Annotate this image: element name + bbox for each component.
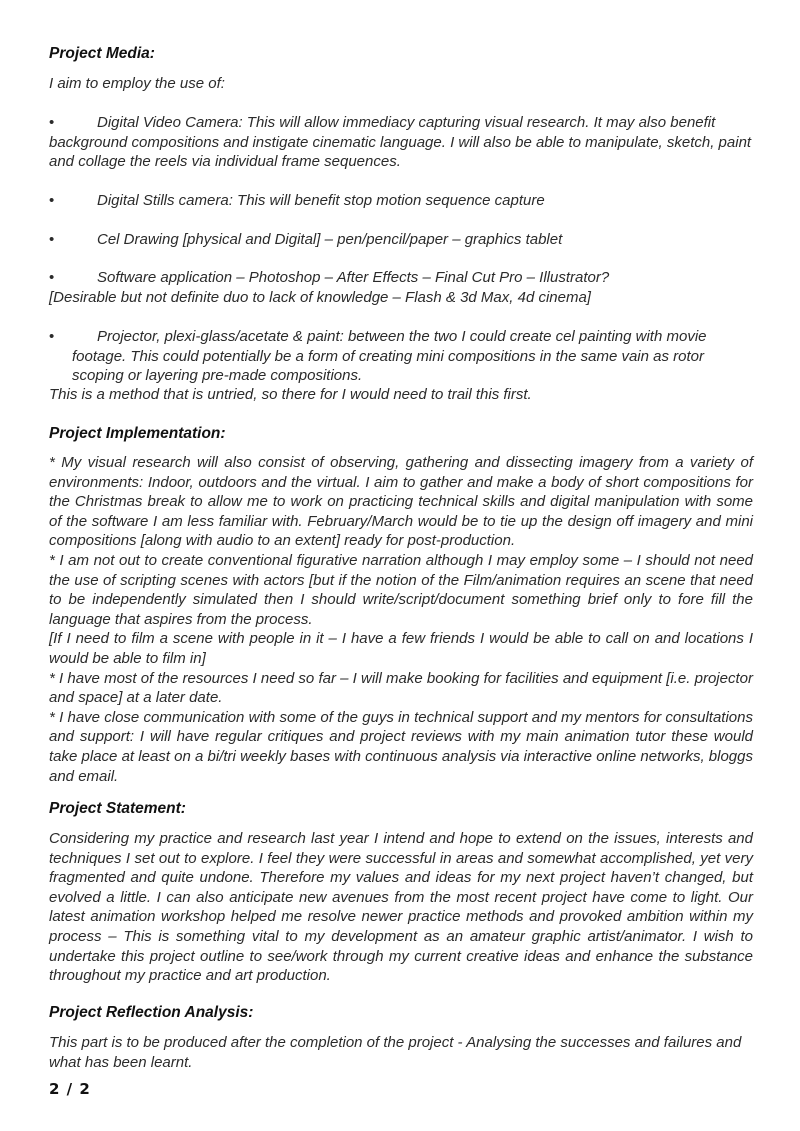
project-reflection-body: This part is to be produced after the completion of the project - Analysing the successes and failures and what has been learnt. <box>49 1034 742 1071</box>
project-statement-body: Considering my practice and research last year I intend and hope to extend on the issues, interests and techniques I set out to explore. I feel they were successful in areas and somewhat accomplished, yet very fragmented and quite undone. Therefore my values and ideas for my next project haven’t changed, but evolved a little. I can also anticipate new avenues from the most recent project have come to light. Our latest animation workshop helped me resolve newer practice methods and provoked ambition within my process – This is something vital to my development as an amateur graphic artist/animator. I wish to undertake this project outline to see/work through my current creative ideas and enhance the substance throughout my practice and art production. <box>49 830 753 985</box>
section-heading-project-statement: Project Statement: <box>49 800 186 817</box>
bullet-first-line: Digital Stills camera: This will benefit stop motion sequence capture <box>97 192 545 209</box>
implementation-paragraph: * I have close communication with some of the guys in technical support and my mentors for consultations and support: I will have regular critiques and project reviews with my main animation tutor these would take place at least on a bi/tri weekly bases with continuous analysis via interactive online networks, bloggs and email. <box>49 708 753 785</box>
project-implementation-body <box>49 453 753 786</box>
bullet-first-line: Cel Drawing [physical and Digital] – pen/pencil/paper – graphics tablet <box>97 231 563 248</box>
bullet-marker: • <box>49 269 55 286</box>
implementation-paragraph: * I have most of the resources I need so far – I will make booking for facilities and equipment [i.e. projector and space] at a later date. <box>49 669 753 707</box>
bullet-first-line: Digital Video Camera: This will allow immediacy capturing visual research. It may also benefit <box>97 114 716 131</box>
implementation-paragraph: [If I need to film a scene with people in it – I have a few friends I would be able to call on and locations I would be able to film in] <box>49 630 753 667</box>
implementation-paragraph: * My visual research will also consist of observing, gathering and dissecting imagery from a variety of environments: Indoor, outdoors and the virtual. I aim to gather and make a body of short compositions for the Christmas break to allow me to work on practicing technical skills and digital manipulation with some of the software I am less familiar with. February/March would be to tie up the design off imagery and mini compositions [along with audio to an extent] ready for post-production. <box>49 454 753 550</box>
bullet-continuation: [Desirable but not definite duo to lack of knowledge – Flash & 3d Max, 4d cinema] <box>49 288 591 306</box>
section-heading-project-implementation: Project Implementation: <box>49 425 226 442</box>
bullet-item <box>49 113 753 172</box>
project-media-intro: I aim to employ the use of: <box>49 75 225 92</box>
bullet-first-line: Software application – Photoshop – After Effects – Final Cut Pro – Illustrator? <box>97 269 610 286</box>
section-heading-project-media: Project Media: <box>49 45 155 62</box>
bullet-marker: • <box>49 328 55 345</box>
bullet-marker: • <box>49 192 55 209</box>
bullet-item <box>49 327 753 386</box>
bullet-continuation: background compositions and instigate cinematic language. I will also be able to manipulate, sketch, paint and collage the reels via individual frame sequences. <box>49 133 752 171</box>
bullet-marker: • <box>49 114 55 131</box>
page-number: 2 / 2 <box>49 1080 91 1098</box>
bullet-item <box>49 268 753 307</box>
bullet-item <box>49 230 753 250</box>
section-heading-project-reflection: Project Reflection Analysis: <box>49 1004 254 1021</box>
bullet-marker: • <box>49 231 55 248</box>
bullet-item <box>49 191 753 211</box>
project-media-closing: This is a method that is untried, so there for I would need to trail this first. <box>49 386 532 403</box>
bullet-continuation: footage. This could potentially be a form of creating mini compositions in the same vain as rotor scoping or layering pre-made compositions. <box>72 347 704 385</box>
implementation-paragraph: * I am not out to create conventional figurative narration although I may employ some – I should not need the use of scripting scenes with actors [but if the notion of the Film/animation requires an scene that need to be independently simulated then I should write/script/document something brief only to fore fill the language that aspires from the process. <box>49 551 753 628</box>
bullet-first-line: Projector, plexi-glass/acetate & paint: between the two I could create cel painting with movie <box>97 328 707 345</box>
